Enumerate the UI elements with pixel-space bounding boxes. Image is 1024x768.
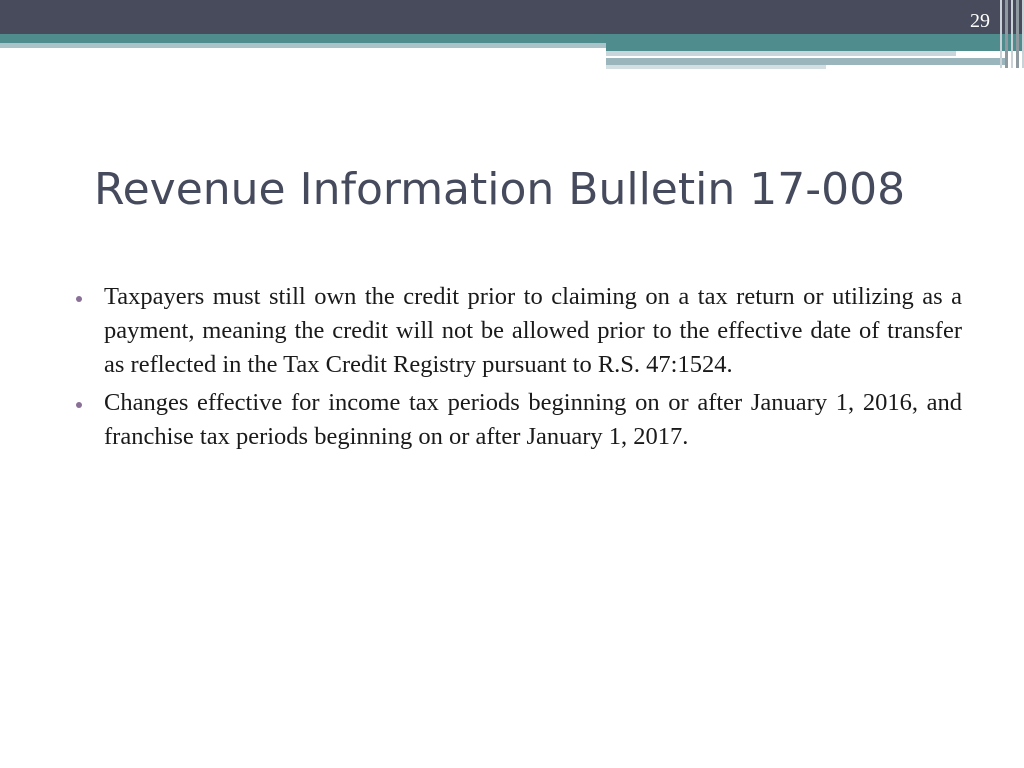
header-band [0, 0, 1024, 34]
vertical-stripe [1000, 0, 1002, 68]
header-vertical-stripes [1000, 0, 1024, 68]
bullet-item [70, 386, 962, 454]
bullet-item [70, 280, 962, 382]
header-accent-right [606, 43, 1024, 51]
header-accent-light [0, 43, 606, 48]
bullet-icon [76, 402, 82, 408]
slide-title: Revenue Information Bulletin 17-008 [94, 164, 906, 215]
bullet-text: Taxpayers must still own the credit prior to claiming on a tax return or utilizing as a payment, meaning the credit will not be allowed prior to the effective date of transfer as reflected in the Tax Credit Registry pursuant to R.S. 47:1524. [104, 283, 962, 378]
header-stripe [606, 65, 826, 69]
vertical-stripe [1016, 0, 1018, 68]
bullet-list [70, 280, 962, 458]
bullet-text: Changes effective for income tax periods beginning on or after January 1, 2016, and franchise tax periods beginning on or after January 1, 2017. [104, 389, 962, 450]
vertical-stripe [1005, 0, 1007, 68]
bullet-icon [76, 296, 82, 302]
page-number: 29 [970, 10, 990, 32]
header-accent-band [0, 34, 1024, 43]
vertical-stripe [1011, 0, 1013, 68]
header-stripe [606, 58, 1006, 65]
header-stripe [606, 51, 956, 56]
